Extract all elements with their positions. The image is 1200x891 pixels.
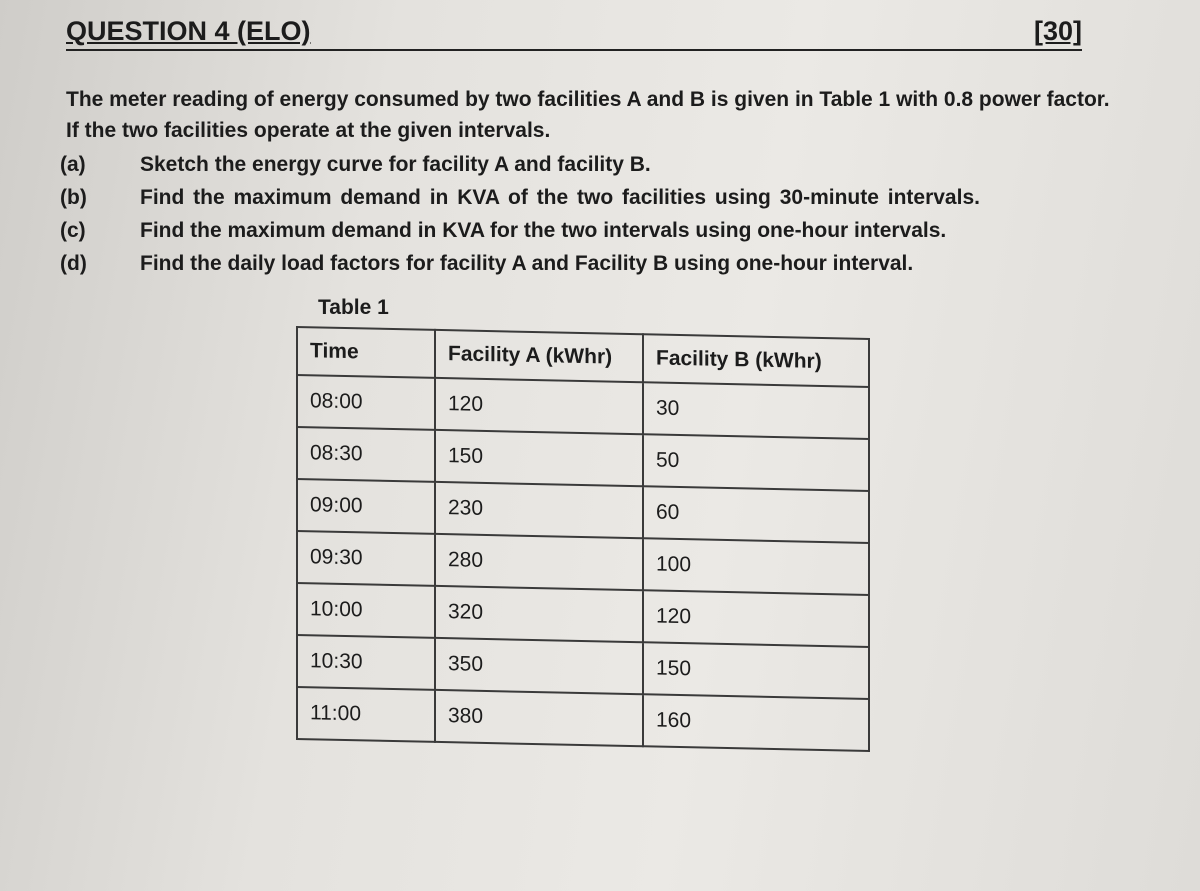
cell-time: 09:00 bbox=[297, 479, 435, 534]
part-c bbox=[60, 214, 1120, 247]
part-label: (a) bbox=[60, 153, 86, 176]
cell-facility-a: 280 bbox=[435, 534, 643, 590]
part-label: (d) bbox=[60, 252, 87, 275]
question-parts bbox=[60, 148, 1120, 280]
question-marks: [30] bbox=[1033, 16, 1082, 46]
part-text: Find the maximum demand in KVA for the two intervals using one-hour intervals. bbox=[140, 219, 947, 242]
part-label: (c) bbox=[60, 219, 86, 242]
cell-time: 11:00 bbox=[297, 687, 435, 742]
part-text: Sketch the energy curve for facility A and facility B. bbox=[140, 153, 651, 176]
cell-time: 09:30 bbox=[297, 531, 435, 586]
cell-facility-b: 60 bbox=[643, 486, 869, 543]
cell-time: 08:00 bbox=[297, 375, 435, 430]
cell-facility-a: 350 bbox=[435, 638, 643, 694]
part-text: Find the daily load factors for facility A and Facility B using one-hour interval. bbox=[140, 252, 914, 275]
question-heading bbox=[66, 16, 1082, 51]
header-facility-a: Facility A (kWhr) bbox=[435, 330, 643, 382]
cell-time: 10:00 bbox=[297, 583, 435, 638]
energy-table bbox=[296, 326, 870, 752]
cell-facility-b: 50 bbox=[643, 434, 869, 491]
question-intro: The meter reading of energy consumed by two facilities A and B is given in Table 1 with 0.8 power factor. If the two facilities operate at the given intervals. bbox=[66, 88, 1110, 142]
cell-facility-a: 120 bbox=[435, 378, 643, 434]
table-caption: Table 1 bbox=[318, 296, 389, 319]
header-facility-b: Facility B (kWhr) bbox=[643, 334, 869, 387]
part-a bbox=[60, 148, 1120, 181]
part-text: Find the maximum demand in KVA of the two facilities using 30-minute intervals. bbox=[140, 186, 980, 209]
cell-facility-a: 380 bbox=[435, 690, 643, 746]
cell-time: 08:30 bbox=[297, 427, 435, 482]
cell-time: 10:30 bbox=[297, 635, 435, 690]
cell-facility-b: 160 bbox=[643, 694, 869, 751]
part-d bbox=[60, 247, 1120, 280]
cell-facility-b: 150 bbox=[643, 642, 869, 699]
part-b bbox=[60, 181, 1120, 214]
header-time: Time bbox=[297, 327, 435, 378]
table-row bbox=[297, 687, 869, 751]
cell-facility-b: 100 bbox=[643, 538, 869, 595]
cell-facility-a: 150 bbox=[435, 430, 643, 486]
cell-facility-b: 30 bbox=[643, 382, 869, 439]
question-title: QUESTION 4 (ELO) bbox=[66, 16, 311, 46]
cell-facility-a: 320 bbox=[435, 586, 643, 642]
cell-facility-b: 120 bbox=[643, 590, 869, 647]
part-label: (b) bbox=[60, 186, 87, 209]
cell-facility-a: 230 bbox=[435, 482, 643, 538]
